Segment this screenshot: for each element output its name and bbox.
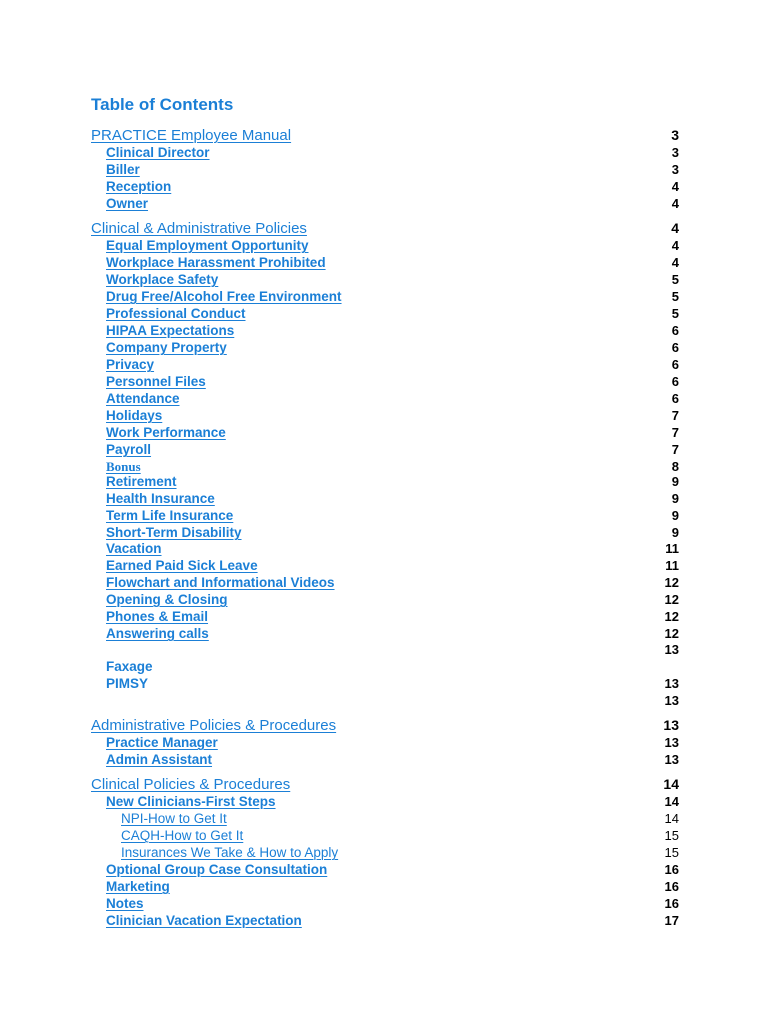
toc-entry[interactable] bbox=[106, 912, 679, 929]
toc-entry[interactable] bbox=[106, 861, 679, 878]
toc-entry-page-number: 6 bbox=[671, 323, 679, 338]
toc-entry-page-number: 11 bbox=[665, 541, 679, 556]
toc-entry-label[interactable]: CAQH-How to Get It bbox=[121, 828, 244, 843]
toc-entry-page-number: 4 bbox=[671, 255, 679, 270]
toc-entry-page-number: 9 bbox=[671, 508, 679, 523]
toc-entry-label[interactable]: Optional Group Case Consultation bbox=[106, 862, 328, 877]
toc-entry-label[interactable]: Clinical Director bbox=[106, 145, 210, 160]
toc-entry-label[interactable]: Clinical & Administrative Policies bbox=[91, 220, 307, 237]
toc-entry-page-number: 6 bbox=[671, 391, 679, 406]
toc-entry[interactable] bbox=[106, 591, 679, 608]
toc-entry-label[interactable]: Drug Free/Alcohol Free Environment bbox=[106, 289, 342, 304]
toc-title: Table of Contents bbox=[91, 95, 234, 114]
toc-entry[interactable] bbox=[121, 827, 679, 844]
toc-entry[interactable] bbox=[106, 557, 679, 574]
toc-entry-page-number: 3 bbox=[671, 127, 679, 143]
toc-entry-label[interactable]: Workplace Harassment Prohibited bbox=[106, 255, 326, 270]
toc-entry[interactable] bbox=[106, 473, 679, 490]
toc-entry[interactable] bbox=[106, 895, 679, 912]
toc-entry-page-number: 16 bbox=[664, 879, 679, 894]
toc-entry-label[interactable]: Professional Conduct bbox=[106, 306, 246, 321]
toc-entry[interactable] bbox=[106, 540, 679, 557]
toc-entry-page-number: 17 bbox=[664, 913, 679, 928]
toc-entry-label[interactable]: Phones & Email bbox=[106, 609, 209, 624]
toc-entry-page-number: 16 bbox=[664, 896, 679, 911]
toc-entry-page-number: 12 bbox=[664, 626, 679, 641]
toc-entry-page-number: 14 bbox=[664, 794, 679, 809]
toc-entry-label: Faxage bbox=[106, 659, 153, 674]
toc-entry-page-number: 13 bbox=[664, 676, 679, 691]
toc-entry[interactable] bbox=[106, 254, 679, 271]
toc-entry[interactable] bbox=[106, 507, 679, 524]
toc-entry[interactable] bbox=[106, 424, 679, 441]
toc-entry[interactable] bbox=[106, 441, 679, 458]
toc-entry[interactable] bbox=[106, 195, 679, 212]
toc-entry-label[interactable]: Marketing bbox=[106, 879, 170, 894]
toc-entry bbox=[106, 641, 679, 658]
toc-entry[interactable] bbox=[106, 658, 679, 675]
toc-entry[interactable] bbox=[91, 220, 679, 237]
toc-entry-page-number: 5 bbox=[671, 289, 679, 304]
toc-entry-label[interactable]: Work Performance bbox=[106, 425, 226, 440]
toc-entry bbox=[106, 692, 679, 709]
toc-entry-page-number: 4 bbox=[671, 220, 679, 236]
toc-entry-label[interactable]: Administrative Policies & Procedures bbox=[91, 717, 337, 734]
toc-entry[interactable] bbox=[106, 490, 679, 507]
toc-entry-page-number: 13 bbox=[664, 642, 679, 657]
toc-entry[interactable] bbox=[106, 237, 679, 254]
toc-entry-page-number: 14 bbox=[664, 811, 679, 826]
toc-entry-label[interactable]: HIPAA Expectations bbox=[106, 323, 235, 338]
toc-entry-label[interactable]: Biller bbox=[106, 162, 140, 177]
toc-entry-page-number: 5 bbox=[671, 306, 679, 321]
toc-entry-page-number: 6 bbox=[671, 374, 679, 389]
toc-entry-label[interactable]: Retirement bbox=[106, 474, 177, 489]
toc-entry[interactable] bbox=[91, 717, 679, 734]
toc-entry[interactable] bbox=[106, 407, 679, 424]
toc-entry[interactable] bbox=[106, 305, 679, 322]
toc-entry-label[interactable]: Admin Assistant bbox=[106, 752, 213, 767]
toc-entry-label[interactable]: New Clinicians-First Steps bbox=[106, 794, 276, 809]
toc-entry-page-number: 7 bbox=[671, 408, 679, 423]
toc-entry-page-number: 13 bbox=[664, 693, 679, 708]
toc-entry[interactable] bbox=[106, 339, 679, 356]
toc-entry-page-number: 3 bbox=[671, 145, 679, 160]
toc-entry-page-number: 6 bbox=[671, 340, 679, 355]
toc-entry[interactable] bbox=[91, 127, 679, 144]
toc-entry-page-number: 15 bbox=[664, 845, 679, 860]
toc-entry-page-number: 7 bbox=[671, 442, 679, 457]
toc-entry-label[interactable]: Clinical Policies & Procedures bbox=[91, 776, 291, 793]
toc-entry-label[interactable]: Workplace Safety bbox=[106, 272, 219, 287]
toc-entry-label[interactable]: Flowchart and Informational Videos bbox=[106, 575, 335, 590]
toc-entry[interactable] bbox=[106, 178, 679, 195]
toc-entry-page-number: 14 bbox=[663, 776, 679, 792]
toc-entry-label[interactable]: Health Insurance bbox=[106, 491, 215, 506]
toc-entry-page-number: 15 bbox=[664, 828, 679, 843]
toc-entry-page-number: 4 bbox=[671, 238, 679, 253]
toc-entry-label[interactable]: Earned Paid Sick Leave bbox=[106, 558, 258, 573]
toc-entry-label[interactable]: Holidays bbox=[106, 408, 163, 423]
toc-entry[interactable] bbox=[106, 675, 679, 692]
toc-entry[interactable] bbox=[121, 810, 679, 827]
toc-entry-page-number: 8 bbox=[671, 459, 679, 474]
toc-entry-label[interactable]: Owner bbox=[106, 196, 149, 211]
toc-entry[interactable] bbox=[106, 793, 679, 810]
toc-entry[interactable] bbox=[91, 776, 679, 793]
toc-entry-label[interactable]: PRACTICE Employee Manual bbox=[91, 127, 292, 144]
toc-entry-label[interactable]: Vacation bbox=[106, 541, 162, 556]
toc-entry-label[interactable]: Payroll bbox=[106, 442, 152, 457]
toc-entry-page-number: 13 bbox=[664, 752, 679, 767]
toc-entry-page-number: 9 bbox=[671, 474, 679, 489]
toc-entry[interactable] bbox=[106, 608, 679, 625]
toc-entry-label[interactable]: Equal Employment Opportunity bbox=[106, 238, 309, 253]
toc-entry-label[interactable]: Privacy bbox=[106, 357, 155, 372]
toc-entry[interactable] bbox=[106, 356, 679, 373]
toc-entry-label[interactable]: Clinician Vacation Expectation bbox=[106, 913, 302, 928]
toc-entry-label[interactable]: Bonus bbox=[106, 459, 141, 474]
toc-entry-label[interactable]: Personnel Files bbox=[106, 374, 206, 389]
toc-entry-page-number: 12 bbox=[664, 592, 679, 607]
toc-entry-label[interactable]: Answering calls bbox=[106, 626, 209, 641]
toc-entry-page-number: 13 bbox=[663, 717, 679, 733]
toc-entry[interactable] bbox=[106, 751, 679, 768]
toc-entry-page-number: 4 bbox=[671, 196, 679, 211]
toc-entry[interactable] bbox=[106, 524, 679, 541]
toc-entry-label[interactable]: Insurances We Take & How to Apply bbox=[121, 845, 339, 860]
toc-entry-page-number: 4 bbox=[671, 179, 679, 194]
toc-entry-label[interactable]: Practice Manager bbox=[106, 735, 218, 750]
toc-entry[interactable] bbox=[106, 625, 679, 642]
toc-entry-page-number: 7 bbox=[671, 425, 679, 440]
toc-entry-label[interactable]: Short-Term Disability bbox=[106, 525, 242, 540]
toc-entry[interactable] bbox=[106, 144, 679, 161]
toc-entry[interactable] bbox=[106, 161, 679, 178]
toc-entry[interactable] bbox=[106, 878, 679, 895]
toc-entry-page-number: 16 bbox=[664, 862, 679, 877]
toc-entry-page-number: 3 bbox=[671, 162, 679, 177]
toc-entry-label[interactable]: Notes bbox=[106, 896, 144, 911]
toc-entry[interactable] bbox=[106, 271, 679, 288]
toc-entry[interactable] bbox=[106, 288, 679, 305]
toc-entry-page-number: 12 bbox=[664, 575, 679, 590]
toc-entry-page-number: 11 bbox=[665, 558, 679, 573]
toc-entry-page-number: 9 bbox=[671, 525, 679, 540]
toc-entry-page-number: 6 bbox=[671, 357, 679, 372]
toc-entry[interactable] bbox=[106, 390, 679, 407]
toc-entry[interactable] bbox=[106, 734, 679, 751]
toc-entry-page-number: 5 bbox=[671, 272, 679, 287]
toc-entry-label[interactable]: Opening & Closing bbox=[106, 592, 228, 607]
toc-entry-label[interactable]: Reception bbox=[106, 179, 172, 194]
toc-entry-label[interactable]: Company Property bbox=[106, 340, 227, 355]
toc-entry-label[interactable]: NPI-How to Get It bbox=[121, 811, 227, 826]
toc-entry-page-number: 9 bbox=[671, 491, 679, 506]
toc-entry[interactable] bbox=[106, 322, 679, 339]
toc-entry[interactable] bbox=[106, 373, 679, 390]
toc-entry-page-number: 13 bbox=[664, 735, 679, 750]
toc-entry-label[interactable]: Term Life Insurance bbox=[106, 508, 234, 523]
toc-entry-label[interactable]: Attendance bbox=[106, 391, 180, 406]
toc-entry[interactable] bbox=[106, 574, 679, 591]
toc-entry[interactable] bbox=[121, 844, 679, 861]
toc-entry-label: PIMSY bbox=[106, 676, 149, 691]
toc-entry-page-number: 12 bbox=[664, 609, 679, 624]
